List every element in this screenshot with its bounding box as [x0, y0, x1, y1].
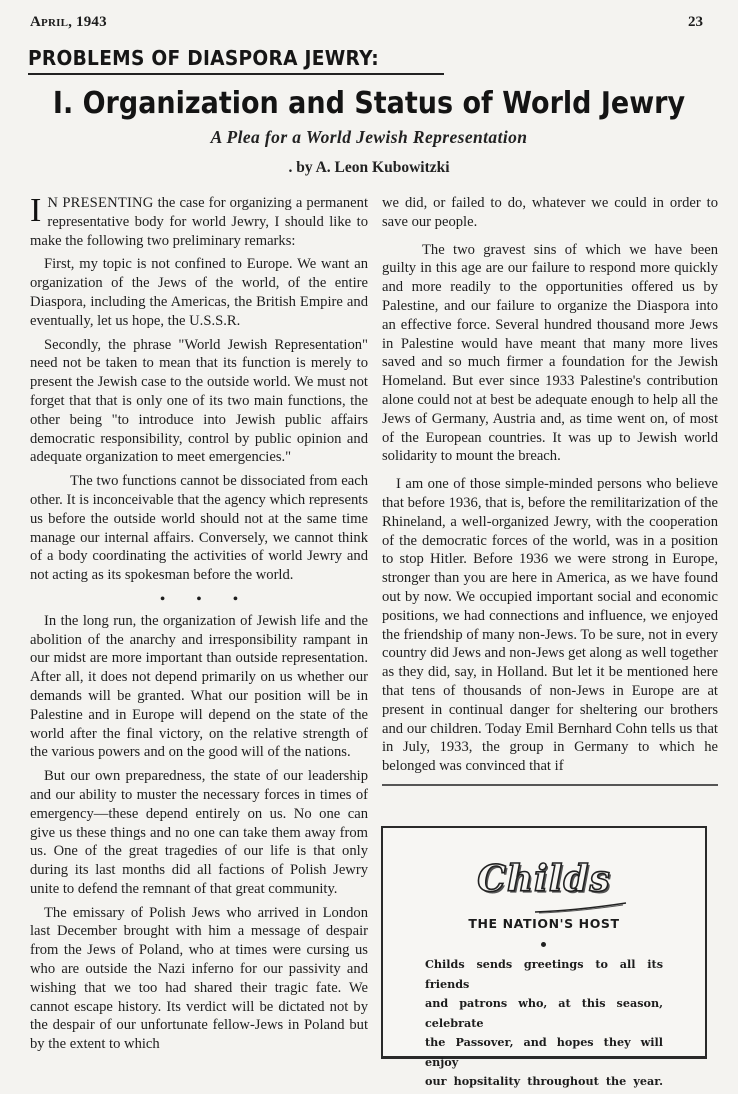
paragraph: The emissary of Polish Jews who arrived in London last December brought with him a message of despair from the Jews of Poland, who at times were cursing us who are outside the Nazi inferno for our passivity and wishing that we too had shared their tragic fate. We cannot escape history. Its verdict will be dictated not by the despair of our unfortunate fellow-Jews in Poland but by the extent to which	[30, 904, 368, 1053]
right-column	[382, 194, 718, 776]
ad-line: the Passover, and hopes they will enjoy	[425, 1035, 663, 1069]
ad-body	[425, 955, 663, 1092]
bullet-icon	[541, 942, 546, 947]
paragraph: But our own preparedness, the state of our leadership and our ability to muster the necessary forces in times of emergency—these depend entirely on us. No one can give us these things and no one can take them away from us. One of the great tragedies of our life is that only during its last months did all factions of Polish Jewry unite to defend the remnant of that great community.	[30, 768, 368, 897]
section-heading-underline	[28, 73, 444, 75]
paragraph: I am one of those simple-minded persons who believe that before 1936, that is, before the remilitarization of the Rhineland, a well-organized Jewry, with the cooperation of the democratic forces of the world, was in a position to stop Hitler. Before 1936 we were strong in Europe, stronger than you are here in America, as we have found out by now. We occupied important social and economic positions, we had connections and influence, we enjoyed the friendship of many non-Jews. To be sure, not in every country did Jews and non-Jews get along as well together as they did, say, in Holland. But let it be mentioned here that tens of thousands of non-Jews in Europe are at present in continual danger for sheltering our brothers and our children. Today Emil Bernhard Cohn tells us that in July, 1933, the group in Germany to which he belonged was convinced that if	[382, 476, 718, 775]
paragraph: Secondly, the phrase "World Jewish Representation" need not be taken to mean that its function is merely to present the Jewish case to the outside world. We must not forget that that is only one of its two main functions, the other being "to introduce into Jewish public affairs democratic responsibility, control by public opinion and adequate organization to meet emergencies."	[30, 336, 368, 466]
section-break-dots: • • •	[160, 591, 252, 607]
paragraph: we did, or failed to do, whatever we could in order to save our people.	[382, 195, 718, 230]
ad-line: and patrons who, at this season, celebrate	[425, 996, 663, 1030]
section-heading: PROBLEMS OF DIASPORA JEWRY:	[28, 46, 379, 70]
lead-in: N PRESENTING	[47, 195, 154, 211]
ad-line: our hopsitality throughout the year.	[425, 1074, 663, 1088]
article-title: I. Organization and Status of World Jewry	[52, 86, 686, 121]
paragraph: The two functions cannot be dissociated from each other. It is inconceivable that the agency which represents us before the outside world should not at the same time manage our internal affairs. Conversely, we cannot think of a body coordinating the activities of world Jewry and not acting as its spokesman before the world.	[30, 473, 368, 584]
logo-swash-icon	[533, 902, 628, 914]
page-number: 23	[688, 14, 703, 30]
ad-tagline: THE NATION'S HOST	[468, 916, 620, 931]
paragraph: In the long run, the organization of Jewish life and the abolition of the anarchy and irresponsibility rampant in our midst are more important than outside representation. After all, it does not depend primarily on us whether our demands will be granted. What our position will be in Palestine and in Europe will depend on the state of the world after the final victory, on the relative strength of the various powers and on the good will of the nations.	[30, 612, 368, 761]
childs-logo: Childs	[477, 858, 611, 900]
childs-advertisement	[381, 826, 707, 1088]
article-subtitle: A Plea for a World Jewish Representation	[210, 127, 528, 147]
paragraph-intro	[30, 194, 368, 250]
paragraph-intro-text: the case for organizing a permanent representative body for world Jewry, I should like to make the following two preliminary remarks:	[30, 195, 368, 249]
paragraph: The two gravest sins of which we have been guilty in this age are our failure to respond more quickly and more readily to the opportunities offered us by Palestine, and our failure to organize the Diaspora into an effective force. Several hundred thousand more Jews in Palestine would have meant that many more lives saved and so much firmer a foundation for the Jewish Homeland. But ever since 1933 Palestine's contribution alone could not at best be adequate enough to help all the Jews of Germany, Austria and, as time went on, of most of the European countries. It was up to Jewish world solidarity to mount the breach.	[382, 241, 718, 465]
article-byline: . by A. Leon Kubowitzki	[288, 159, 450, 176]
paragraph: First, my topic is not confined to Europe. We want an organization of the Jews of the world, of the entire Diaspora, including the Americas, the British Empire and eventually, let us hope, the U.S.S.R.	[30, 256, 368, 329]
running-header-date: April, 1943	[30, 14, 107, 30]
column-divider-rule	[382, 784, 718, 786]
drop-cap: I	[30, 192, 42, 229]
left-column	[30, 194, 368, 1054]
ad-line: Childs sends greetings to all its friends	[425, 957, 663, 991]
